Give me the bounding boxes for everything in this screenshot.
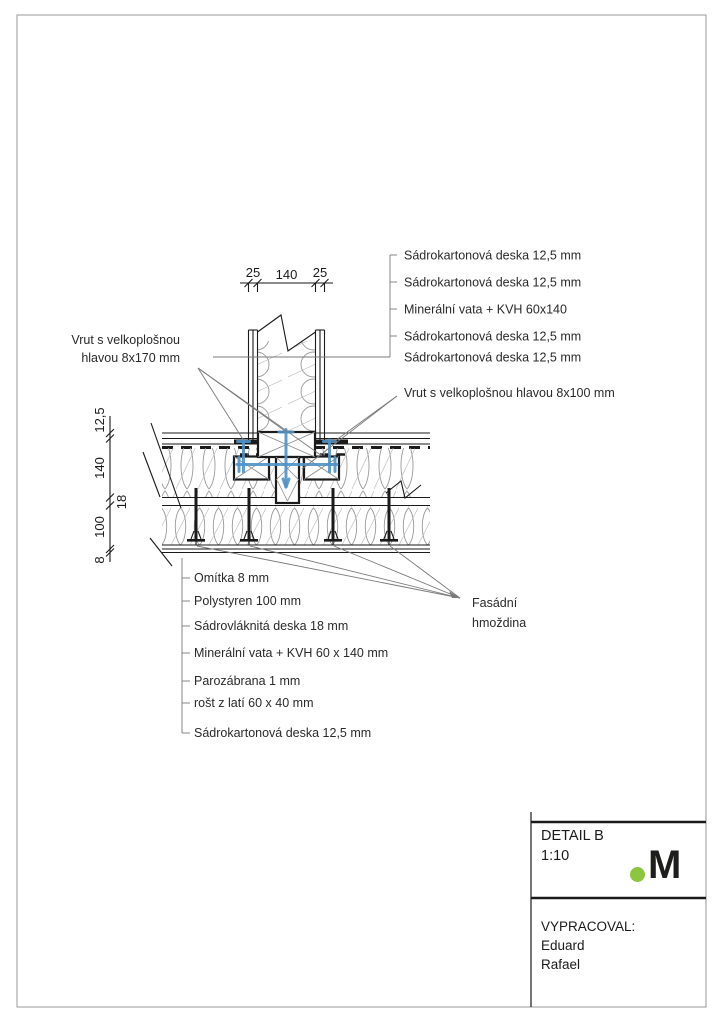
floor-layer-label: rošt z latí 60 x 40 mm <box>194 696 314 710</box>
anchor-label-line2: hmoždina <box>472 616 527 630</box>
author-name-line2: Rafael <box>541 957 581 972</box>
leader-arrowhead <box>449 591 460 598</box>
floor-layer-callout <box>182 558 388 740</box>
wall-layer-label: Sádrokartonová deska 12,5 mm <box>404 329 582 344</box>
anchor-label-line1: Fasádní <box>472 596 518 610</box>
title-block <box>531 812 706 1007</box>
wall-layer-label: Sádrokartonová deska 12,5 mm <box>404 350 582 365</box>
floor-layer-label: Sádrovláknitá deska 18 mm <box>194 619 349 633</box>
screw-label-left-line1: Vrut s velkoplošnou <box>71 333 180 347</box>
wall-insulation-hatch <box>258 341 315 432</box>
wall-section <box>249 315 325 440</box>
dim-left-12-5: 12,5 <box>92 407 107 433</box>
dimension-left <box>92 407 129 563</box>
floor-layer-label: Polystyren 100 mm <box>194 594 301 608</box>
dim-top-mid: 140 <box>275 267 298 282</box>
wall-layer-label: Sádrokartonová deska 12,5 mm <box>404 248 582 263</box>
dim-left-140: 140 <box>92 457 107 479</box>
detail-title: DETAIL B <box>541 828 604 844</box>
logo-letter: M <box>648 843 682 887</box>
logo-dot-icon <box>630 867 645 882</box>
dim-left-8: 8 <box>92 556 107 564</box>
floor-layer-label: Minerální vata + KVH 60 x 140 mm <box>194 646 389 660</box>
detail-scale: 1:10 <box>541 848 570 864</box>
wall-layer-label: Minerální vata + KVH 60x140 <box>404 302 567 317</box>
dim-left-100: 100 <box>92 516 107 538</box>
dim-top-left: 25 <box>245 265 261 280</box>
floor-layer-label: Parozábrana 1 mm <box>194 674 301 688</box>
dim-top-right: 25 <box>312 265 328 280</box>
dimension-top <box>240 265 333 292</box>
company-logo <box>630 843 681 887</box>
author-name-line1: Eduard <box>541 938 585 953</box>
author-label: VYPRACOVAL: <box>541 919 636 934</box>
floor-layer-label: Sádrokartonová deska 12,5 mm <box>194 726 372 740</box>
screw-label-left-line2: hlavou 8x170 mm <box>81 351 180 365</box>
floor-layer-label: Omítka 8 mm <box>194 571 270 585</box>
anchor-callout <box>197 546 526 630</box>
dim-left-18: 18 <box>114 494 129 510</box>
screw-label-right: Vrut s velkoplošnou hlavou 8x100 mm <box>404 386 615 400</box>
wall-layer-label: Sádrokartonová deska 12,5 mm <box>404 275 582 290</box>
